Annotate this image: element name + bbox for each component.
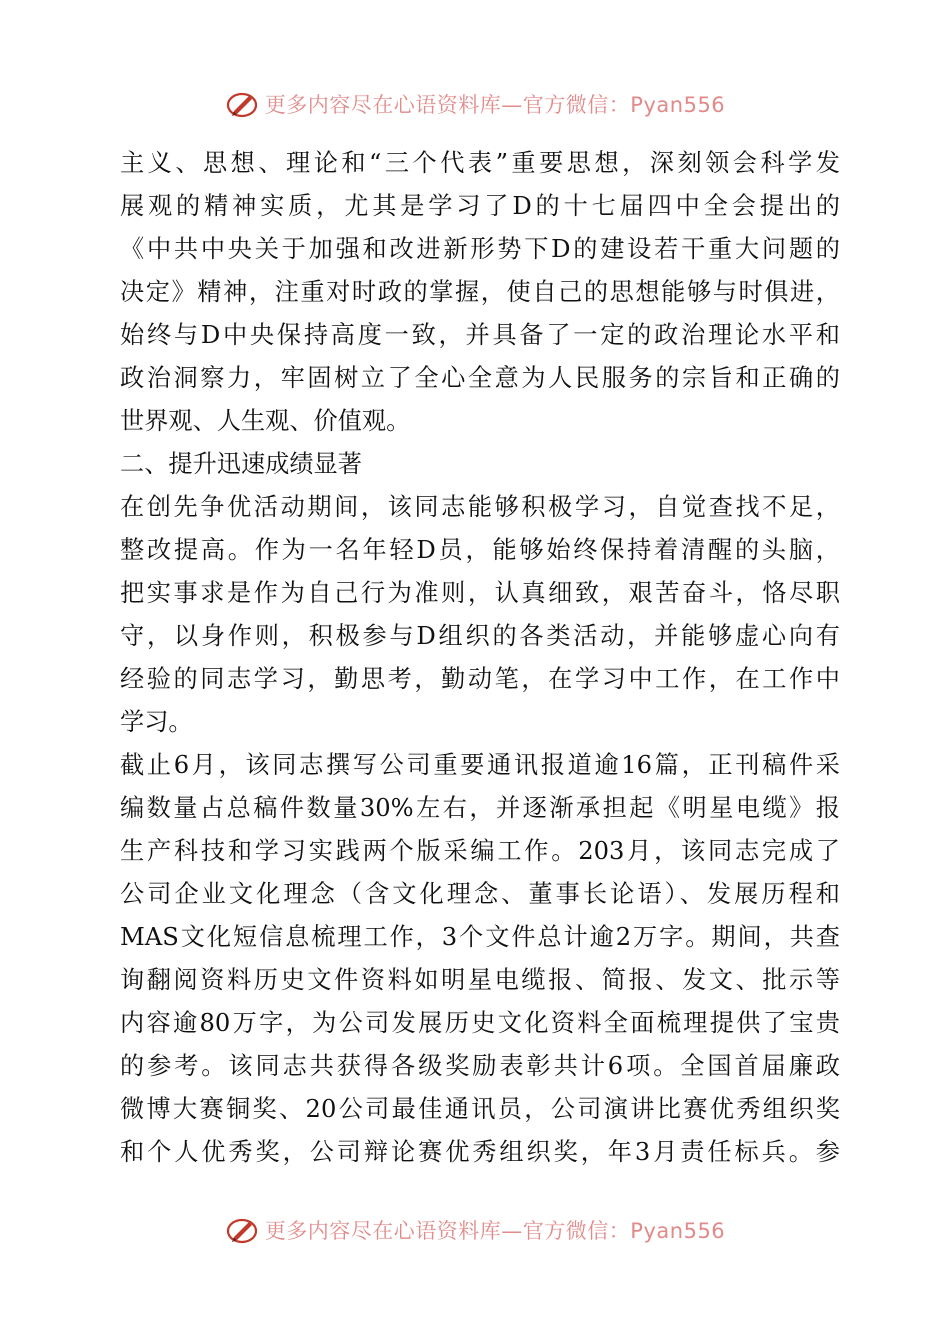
text-line: 经验的同志学习，勤思考，勤动笔，在学习中工作，在工作中 xyxy=(120,665,840,693)
text-line: 决定》精神，注重对时政的掌握，使自己的思想能够与时俱进， xyxy=(120,278,840,306)
text-line: 整改提高。作为一名年轻D员，能够始终保持着清醒的头脑， xyxy=(120,536,840,564)
text-line: 主义、思想、理论和“三个代表”重要思想，深刻领会科学发 xyxy=(120,149,840,177)
text-line: 《中共中央关于加强和改进新形势下D的建设若干重大问题的 xyxy=(120,235,840,263)
watermark-header xyxy=(0,84,950,124)
text-line: 把实事求是作为自己行为准则，认真细致，艰苦奋斗，恪尽职 xyxy=(120,579,840,607)
text-line: 世界观、人生观、价值观。 xyxy=(120,407,411,435)
text-line: 公司企业文化理念（含文化理念、董事长论语）、发展历程和 xyxy=(120,880,840,908)
text-line: 守，以身作则，积极参与D组织的各类活动，并能够虚心向有 xyxy=(120,622,840,650)
text-line: 生产科技和学习实践两个版采编工作。203月，该同志完成了 xyxy=(120,837,840,865)
text-line: 的参考。该同志共获得各级奖励表彰共计6项。全国首届廉政 xyxy=(120,1052,840,1080)
watermark-footer xyxy=(0,1210,950,1250)
text-line: 在创先争优活动期间，该同志能够积极学习，自觉查找不足， xyxy=(120,493,840,521)
watermark-text: 更多内容尽在心语资料库—官方微信：Pyan556 xyxy=(264,1219,726,1243)
text-line: MAS文化短信息梳理工作，3个文件总计逾2万字。期间，共查 xyxy=(120,923,840,951)
watermark-text: 更多内容尽在心语资料库—官方微信：Pyan556 xyxy=(264,93,726,117)
text-line: 政治洞察力，牢固树立了全心全意为人民服务的宗旨和正确的 xyxy=(120,364,840,392)
text-line: 微博大赛铜奖、20公司最佳通讯员，公司演讲比赛优秀组织奖 xyxy=(120,1095,840,1123)
pen-logo-icon xyxy=(225,89,259,119)
text-line: 和个人优秀奖，公司辩论赛优秀组织奖，年3月责任标兵。参 xyxy=(120,1138,840,1166)
text-line: 展观的精神实质，尤其是学习了D的十七届四中全会提出的 xyxy=(120,192,840,220)
text-line: 询翻阅资料历史文件资料如明星电缆报、简报、发文、批示等 xyxy=(120,966,840,994)
document-body xyxy=(120,142,840,1174)
text-line: 始终与D中央保持高度一致，并具备了一定的政治理论水平和 xyxy=(120,321,840,349)
text-line: 编数量占总稿件数量30%左右，并逐渐承担起《明星电缆》报 xyxy=(120,794,840,822)
text-line: 内容逾80万字，为公司发展历史文化资料全面梳理提供了宝贵 xyxy=(120,1009,840,1037)
pen-logo-icon xyxy=(225,1215,259,1245)
text-line: 二、提升迅速成绩显著 xyxy=(120,450,362,478)
text-line: 截止6月，该同志撰写公司重要通讯报道逾16篇，正刊稿件采 xyxy=(120,751,840,779)
text-line: 学习。 xyxy=(120,708,193,736)
